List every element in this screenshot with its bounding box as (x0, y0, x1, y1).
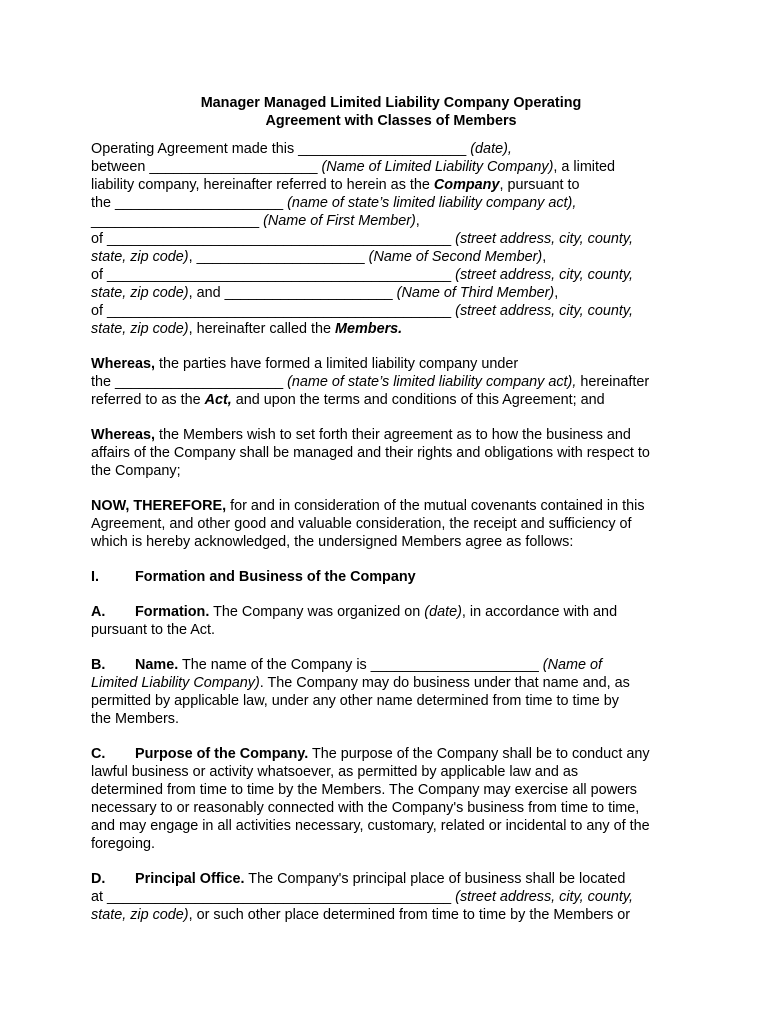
section-d-principal-office: D. Principal Office. The Company's principal place of business shall be located at ___________________________________________ (street address, city, county, state, zip code), or such other place determined from time to time by the Members or (91, 871, 633, 923)
section-c-purpose: C. Purpose of the Company. The purpose of the Company shall be to conduct any lawful business or activity whatsoever, as permitted by applicable law and as determined from time to time by the Members. The Company may exercise all powers necessary to or reasonably connected with the Company's business from time to time, and may engage in all activities necessary, customary, related or incidental to any of the foregoing. (91, 746, 650, 852)
section-a-formation: A. Formation. The Company was organized on (date), in accordance with and pursuant to the Act. (91, 604, 618, 638)
document-title: Manager Managed Limited Liability Company Operating Agreement with Classes of Members (200, 95, 582, 129)
now-therefore-paragraph: NOW, THEREFORE, for and in consideration of the mutual covenants contained in this Agreement, and other good and valuable consideration, the receipt and sufficiency of which is hereby acknowledged, the undersigned Members agree as follows: (91, 498, 645, 550)
section-i-heading: I. Formation and Business of the Company (91, 569, 416, 585)
section-b-name: B. Name. The name of the Company is _____________________ (Name of Limited Liability Company). The Company may do business under that name and, as permitted by applicable law, under any other name determined from time to time by the Members. (91, 657, 630, 727)
intro-paragraph: Operating Agreement made this _____________________ (date), between _____________________ (Name of Limited Liability Company), a limited liability company, hereinafter referred to herein as the Company, pursuant to the _____________________ (name of state’s limited liability company act), _____________________ (Name of First Member), of ___________________________________________ (street address, city, county, state, zip code), _____________________ (Name of Second Member), of ___________________________________________ (street address, city, county, state, zip code), and _____________________ (Name of Third Member), of ___________________________________________ (street address, city, county, state, zip code), hereinafter called the Members. (91, 141, 633, 337)
document-page (91, 94, 691, 941)
whereas-paragraph-2: Whereas, the Members wish to set forth their agreement as to how the business and affairs of the Company shall be managed and their rights and obligations with respect to the Company; (91, 427, 650, 479)
whereas-paragraph-1: Whereas, the parties have formed a limited liability company under the _____________________ (name of state’s limited liability company act), hereinafter referred to as the Act, and upon the terms and conditions of this Agreement; and (91, 356, 650, 408)
